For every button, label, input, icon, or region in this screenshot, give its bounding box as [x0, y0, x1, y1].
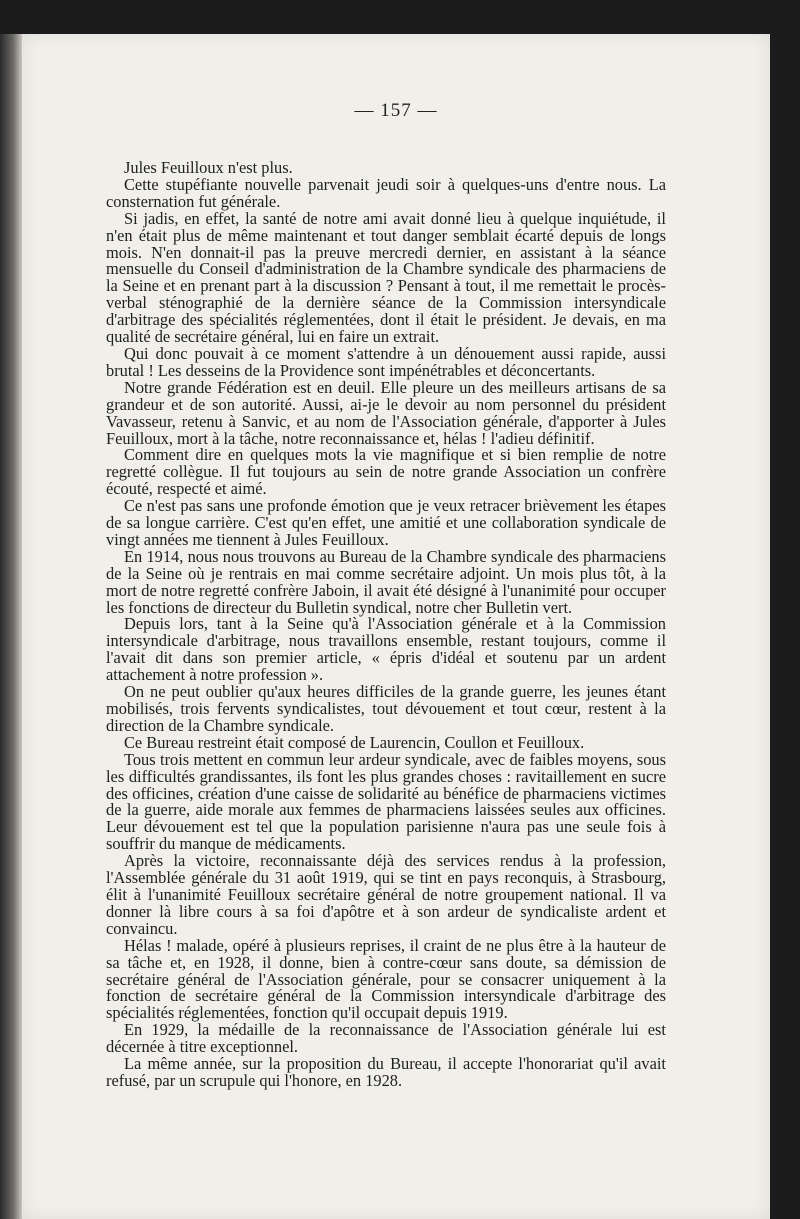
paragraph: Si jadis, en effet, la santé de notre ami avait donné lieu à quelque inquiétude, il n'en était plus de même maintenant et tout danger semblait écarté depuis de longs mois. N'en donnait-il pas la preuve mercredi dernier, en assistant à la séance mensuelle du Conseil d'administration de la Chambre syndicale des pharmaciens de la Seine et en prenant part à la discussion ? Pensant à tout, il me remettait le procès-verbal sténographié de la dernière séance de la Commission intersyndicale d'arbitrage des spécialités réglementées, dont il était le président. Je devais, en ma qualité de secrétaire général, lui en faire un extrait.: [106, 208, 666, 347]
paragraph: Ce Bureau restreint était composé de Laurencin, Coullon et Feuilloux.: [124, 732, 585, 752]
paragraph: Jules Feuilloux n'est plus.: [124, 158, 293, 177]
paragraph: Cette stupéfiante nouvelle parvenait jeudi soir à quelques-uns d'entre nous. La consternation fut générale.: [106, 174, 666, 211]
paragraph: Après la victoire, reconnaissante déjà des services rendus à la profession, l'Assemblée générale du 31 août 1919, qui se tint en pays reconquis, à Strasbourg, élit à l'unanimité Feuilloux secrétaire général de notre groupement national. Il va donner là libre cours à sa foi d'apôtre et à son ardeur de syndicaliste ardent et convaincu.: [106, 851, 666, 938]
article-body: [106, 160, 666, 1090]
book-spine-shadow: [0, 34, 22, 1219]
paragraph: En 1929, la médaille de la reconnaissance de l'Association générale lui est décernée à titre exceptionnel.: [106, 1020, 666, 1057]
document-page: [22, 34, 770, 1219]
paragraph: Comment dire en quelques mots la vie magnifique et si bien remplie de notre regretté collègue. Il fut toujours au sein de notre grande Association un confrère écouté, respecté et aimé.: [106, 445, 666, 499]
paragraph: Tous trois mettent en commun leur ardeur syndicale, avec de faibles moyens, sous les difficultés grandissantes, ils font les plus grandes choses : ravitaillement en sucre des officines, création d'une caisse de solidarité au bénéfice de pharmaciens victimes de la guerre, aide morale aux femmes de pharmaciens laissées seules aux officines. Leur dévouement est tel que la population parisienne n'aura pas une seule fois à souffrir du manque de médicaments.: [106, 749, 666, 854]
paragraph: Notre grande Fédération est en deuil. Elle pleure un des meilleurs artisans de sa grandeur et de son autorité. Aussi, ai-je le devoir au nom personnel du président Vavasseur, retenu à Sanvic, et au nom de l'Association générale, d'apporter à Jules Feuilloux, mort à la tâche, notre reconnaissance et, hélas ! l'adieu définitif.: [106, 377, 666, 448]
page-number: — 157 —: [354, 100, 438, 121]
paragraph: Ce n'est pas sans une profonde émotion que je veux retracer brièvement les étapes de sa longue carrière. C'est qu'en effet, une amitié et une collaboration syndicale de vingt années me tiennent à Jules Feuilloux.: [106, 496, 666, 549]
paragraph: En 1914, nous nous trouvons au Bureau de la Chambre syndicale des pharmaciens de la Seine où je rentrais en mai comme secrétaire adjoint. Un mois plus tôt, à la mort de notre regretté confrère Jaboin, il avait été désigné à l'unanimité pour occuper les fonctions de directeur du Bulletin syndical, notre cher Bulletin vert.: [106, 546, 666, 617]
paragraph: Hélas ! malade, opéré à plusieurs reprises, il craint de ne plus être à la hauteur de sa tâche et, en 1928, il donne, bien à contre-cœur sans doute, sa démission de secrétaire général de l'Association générale, pour se consacrer uniquement à la fonction de secrétaire général de la Commission intersyndicale d'arbitrage des spécialités réglementées, fonction qu'il occupait depuis 1919.: [106, 935, 666, 1023]
paragraph: On ne peut oublier qu'aux heures difficiles de la grande guerre, les jeunes étant mobilisés, trois fervents syndicalistes, tout dévouement et tout cœur, restent à la direction de la Chambre syndicale.: [106, 682, 666, 735]
paragraph: Depuis lors, tant à la Seine qu'à l'Association générale et à la Commission intersyndicale d'arbitrage, nous travaillons ensemble, restant toujours, comme il l'avait dit dans son premier article, « épris d'idéal et soutenu par un ardent attachement à notre profession ».: [106, 614, 666, 685]
paragraph: La même année, sur la proposition du Bureau, il accepte l'honorariat qu'il avait refusé, par un scrupule qui l'honore, en 1928.: [106, 1054, 666, 1090]
paragraph: Qui donc pouvait à ce moment s'attendre à un dénouement aussi rapide, aussi brutal ! Les desseins de la Providence sont impénétrables et déconcertants.: [106, 343, 666, 380]
